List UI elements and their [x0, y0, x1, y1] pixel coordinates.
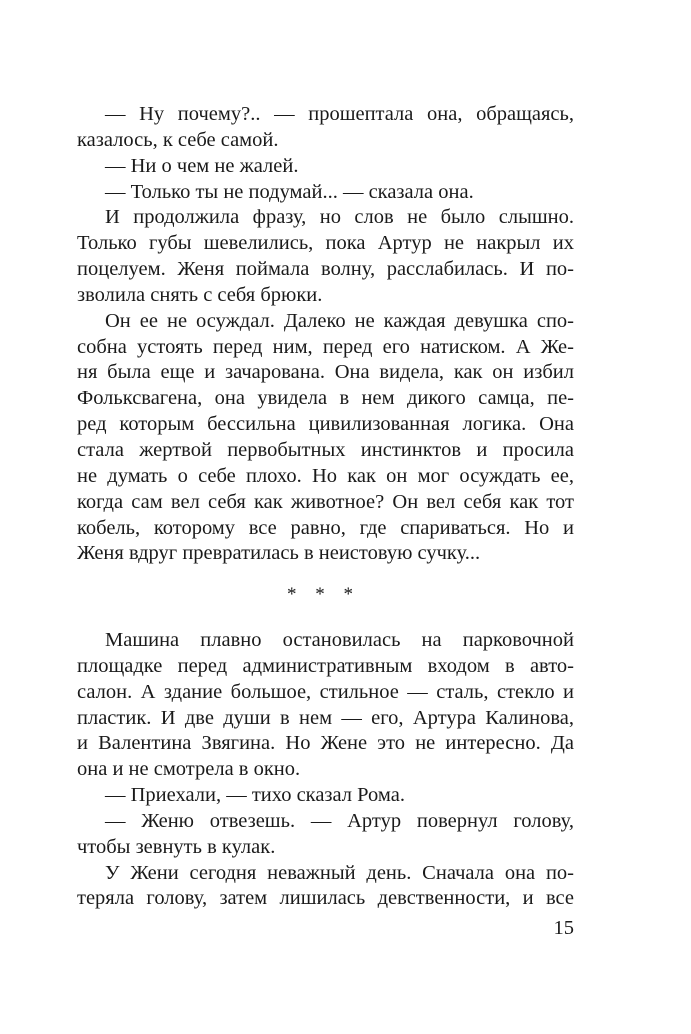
text-line: — Женю отвезешь. — Артур повернул голову,	[105, 809, 574, 832]
text-line: пластик. И две души в нем — его, Артура Калинова,	[77, 706, 574, 729]
text-line: Женя вдруг превратилась в неистовую сучку...	[77, 542, 481, 565]
text-line: не думать о себе плохо. Но как он мог осуждать ее,	[77, 464, 574, 487]
text-line: и Валентина Звягина. Но Жене это не интересно. Да	[77, 732, 574, 755]
text-line: теряла голову, затем лишилась девственности, и все	[77, 887, 574, 910]
text-line: поцелуем. Женя поймала волну, расслабилась. И по-	[77, 258, 574, 281]
text-line: собна устоять перед ним, перед его натиском. А Же-	[77, 335, 574, 358]
text-line: когда сам вел себя как животное? Он вел себя как тот	[77, 490, 574, 513]
text-line: казалось, к себе самой.	[77, 128, 279, 151]
text-line: зволила снять с себя брюки.	[77, 283, 323, 306]
text-line: Фольксвагена, она увидела в нем дикого самца, пе-	[77, 387, 574, 410]
text-line: она и не смотрела в окно.	[77, 758, 301, 781]
text-line: — Ни о чем не жалей.	[105, 154, 299, 177]
page-number: 15	[553, 917, 574, 939]
text-line: Только губы шевелились, пока Артур не накрыл их	[77, 232, 574, 255]
text-line: ред которым бессильна цивилизованная логика. Она	[77, 413, 574, 436]
text-line: Машина плавно остановилась на парковочной	[105, 629, 574, 651]
text-block-bottom	[77, 628, 574, 912]
text-line: чтобы зевнуть в кулак.	[77, 835, 276, 858]
text-block-top	[77, 102, 574, 567]
text-line: кобель, которому все равно, где спариваться. Но и	[77, 516, 574, 539]
text-line: салон. А здание большое, стильное — сталь, стекло и	[77, 680, 574, 703]
text-line: стала жертвой первобытных инстинктов и просила	[77, 438, 574, 461]
section-separator: * * *	[287, 584, 360, 605]
text-line: — Только ты не подумай... — сказала она.	[105, 180, 474, 203]
text-line: Он ее не осуждал. Далеко не каждая девушка спо-	[105, 309, 574, 332]
text-line: И продолжила фразу, но слов не было слышно.	[105, 206, 574, 229]
text-line: — Ну почему?.. — прошептала она, обращаясь,	[105, 103, 574, 125]
text-line: ня была еще и зачарована. Она видела, как он избил	[77, 361, 574, 384]
text-line: площадке перед административным входом в авто-	[77, 654, 574, 677]
text-line: — Приехали, — тихо сказал Рома.	[105, 784, 405, 807]
text-line: У Жени сегодня неважный день. Сначала она по-	[105, 861, 574, 884]
